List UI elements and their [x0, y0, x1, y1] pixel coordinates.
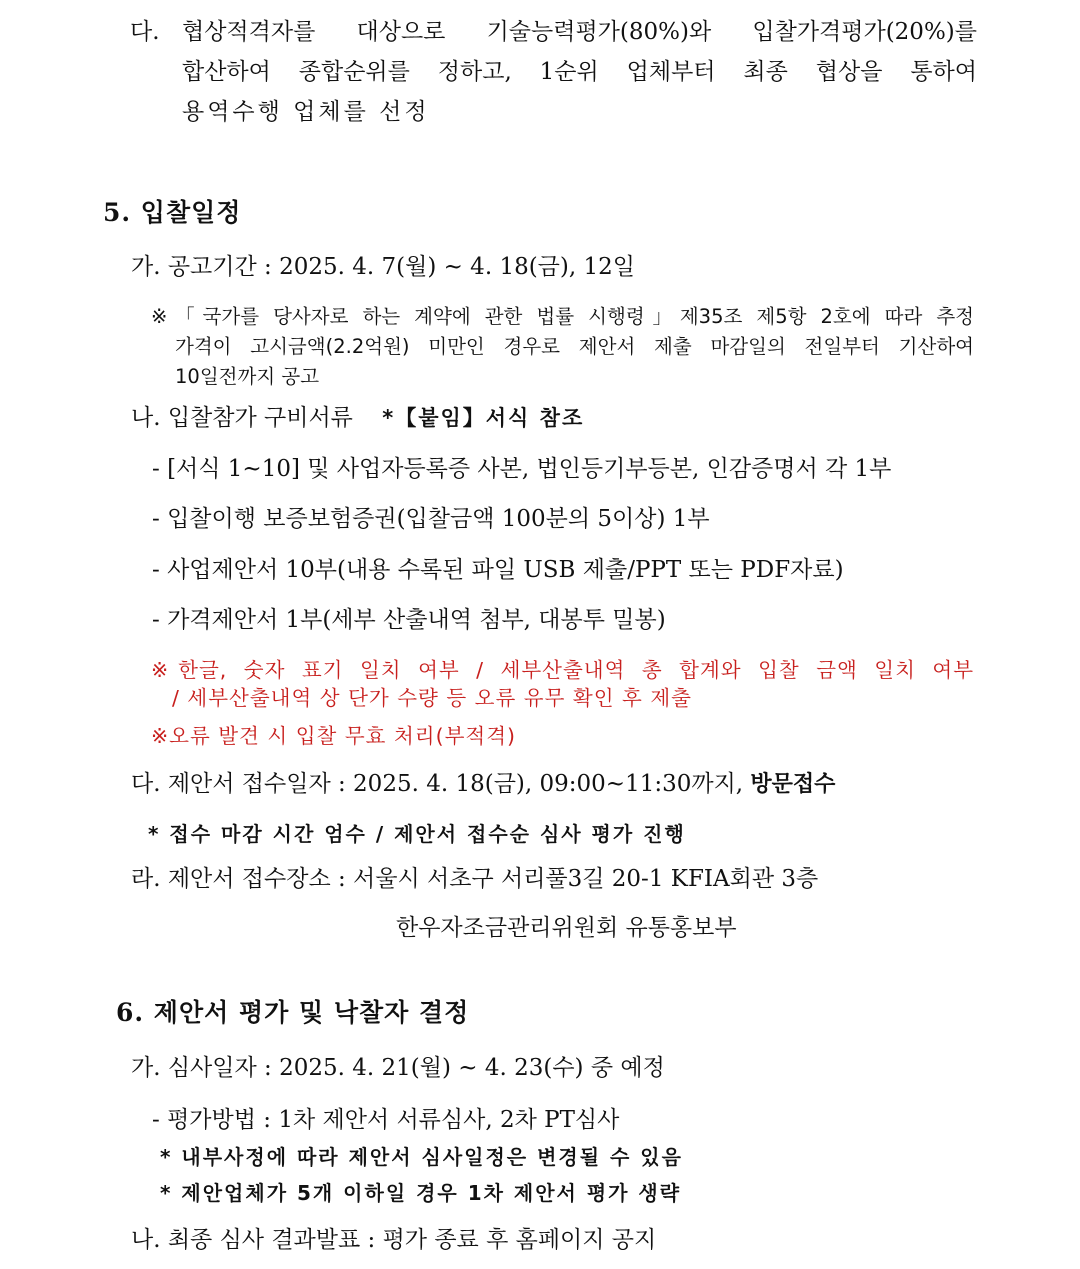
legal-note-line-2: 가격이 고시금액(2.2억원) 미만인 경우로 제안서 제출 마감일의 전일부터 기산하여	[175, 335, 974, 358]
form-reference: *【붙임】서식 참조	[382, 406, 585, 430]
final-result-announcement: 나. 최종 심사 결과발표 : 평가 종료 후 홈페이지 공지	[131, 1227, 657, 1253]
first-round-skip-note: * 제안업체가 5개 이하일 경우 1차 제안서 평가 생략	[160, 1181, 682, 1205]
legal-note-line-1: ※「국가를 당사자로 하는 계약에 관한 법률 시행령」제35조 제5항 2호에 따라 추정	[151, 305, 974, 328]
review-date: 가. 심사일자 : 2025. 4. 21(월) ~ 4. 23(수) 중 예정	[131, 1055, 665, 1081]
announce-period: 가. 공고기간 : 2025. 4. 7(월) ~ 4. 18(금), 12일	[131, 254, 635, 280]
doc-item-3: - 사업제안서 10부(내용 수록된 파일 USB 제출/PPT 또는 PDF자료)	[152, 557, 844, 583]
legal-note-line-3: 10일전까지 공고	[175, 365, 320, 388]
required-docs-heading	[131, 404, 671, 432]
doc-item-2: - 입찰이행 보증보험증권(입찰금액 100분의 5이상) 1부	[152, 506, 710, 532]
submission-place: 라. 제안서 접수장소 : 서울시 서초구 서리풀3길 20-1 KFIA회관 3층	[131, 866, 819, 892]
submission-deadline-note: * 접수 마감 시간 엄수 / 제안서 접수순 심사 평가 진행	[148, 822, 686, 846]
submission-date	[131, 770, 835, 799]
doc-item-1: - [서식 1~10] 및 사업자등록증 사본, 법인등기부등본, 인감증명서 각 1부	[152, 456, 892, 482]
intro-line-1: 협상적격자를 대상으로 기술능력평가(80%)와 입찰가격평가(20%)를	[182, 19, 977, 45]
visit-submission: 방문접수	[750, 772, 836, 797]
intro-label: 다.	[130, 19, 160, 45]
submission-date-text: 다. 제안서 접수일자 : 2025. 4. 18(금), 09:00~11:30까지,	[131, 771, 744, 797]
section-5-heading: 5. 입찰일정	[103, 198, 242, 227]
submission-department: 한우자조금관리위원회 유통홍보부	[396, 915, 737, 941]
warning-note-invalid: ※오류 발견 시 입찰 무효 처리(부적격)	[151, 724, 516, 748]
warning-note-line-1: ※한글, 숫자 표기 일치 여부 / 세부산출내역 총 합계와 입찰 금액 일치 여부	[151, 658, 974, 682]
evaluation-method: - 평가방법 : 1차 제안서 서류심사, 2차 PT심사	[152, 1107, 620, 1133]
required-docs-label: 나. 입찰참가 구비서류	[131, 405, 353, 431]
intro-line-3: 용역수행 업체를 선정	[182, 99, 430, 125]
warning-note-line-2: / 세부산출내역 상 단가 수량 등 오류 유무 확인 후 제출	[172, 686, 692, 710]
schedule-change-note: * 내부사정에 따라 제안서 심사일정은 변경될 수 있음	[160, 1145, 683, 1169]
section-6-heading: 6. 제안서 평가 및 낙찰자 결정	[116, 998, 470, 1027]
doc-item-4: - 가격제안서 1부(세부 산출내역 첨부, 대봉투 밀봉)	[152, 607, 666, 633]
intro-line-2: 합산하여 종합순위를 정하고, 1순위 업체부터 최종 협상을 통하여	[182, 59, 977, 85]
